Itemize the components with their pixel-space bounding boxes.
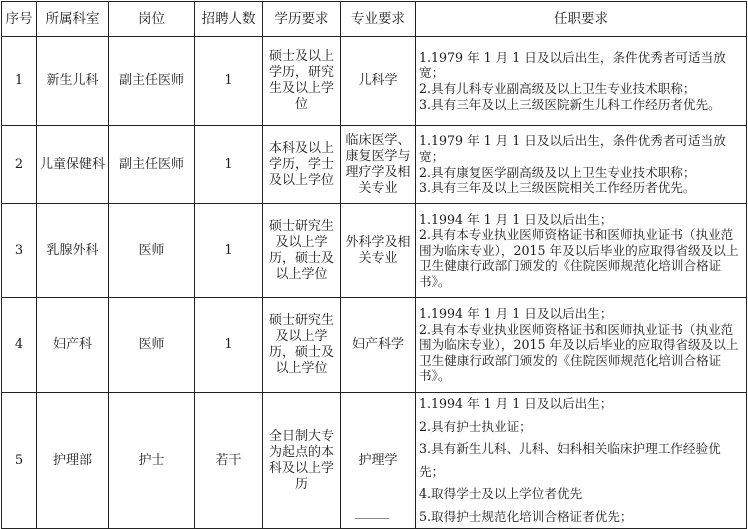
- cell-requirements: [416, 204, 747, 298]
- cell-count: 若干: [195, 393, 263, 529]
- cell-edu: 硕士研究生及以上学历，硕士及以上学位: [263, 204, 341, 298]
- requirement-line: 2.具有本专业执业医师资格证书和医师执业证书（执业范围为临床专业），2015 年及以后毕业的应取得省级及以上卫生健康行政部门颁发的《住院医师规范化培训合格证书》。: [419, 227, 739, 289]
- cell-dept: 妇产科: [37, 298, 109, 393]
- cell-no: 4: [2, 298, 37, 393]
- requirement-line: 3.具有三年及以上三级医院相关工作经历者优先。: [419, 180, 696, 196]
- cell-edu: 全日制大专为起点的本科及以上学历: [263, 393, 341, 529]
- cell-post: 医师: [109, 204, 195, 298]
- header-no: 序号: [2, 2, 37, 37]
- requirement-line: 5.取得护士规范化培训合格证者优先；: [419, 508, 633, 524]
- page-edge-mark: [355, 518, 389, 520]
- cell-edu: 硕士及以上学历，研究生及以上学位: [263, 37, 341, 126]
- requirement-line: 1.1994 年 1 月 1 日及以后出生；: [419, 396, 613, 411]
- cell-major: 临床医学、康复医学与理疗学及相关专业: [341, 126, 416, 204]
- recruitment-table: [1, 1, 747, 529]
- requirement-line: 2.具有康复医学副高级及以上卫生专业技术职称；: [419, 164, 696, 180]
- requirement-line: 2.具有儿科专业副高级及以上卫生专业技术职称；: [419, 81, 696, 96]
- table-row: [2, 298, 747, 393]
- cell-count: 1: [195, 298, 263, 393]
- cell-requirements: [416, 393, 747, 529]
- requirement-line: 1.1979 年 1 月 1 日及以后出生，条件优秀者可适当放宽；: [419, 133, 726, 164]
- cell-no: 3: [2, 204, 37, 298]
- cell-requirements: [416, 298, 747, 393]
- cell-post: 护士: [109, 393, 195, 529]
- cell-edu: 硕士研究生及以上学历，硕士及以上学位: [263, 298, 341, 393]
- cell-dept: 护理部: [37, 393, 109, 529]
- cell-dept: 新生儿科: [37, 37, 109, 126]
- requirement-line: 1.1979 年 1 月 1 日及以后出生，条件优秀者可适当放宽；: [419, 49, 726, 81]
- header-dept: 所属科室: [37, 2, 109, 37]
- cell-requirements: [416, 37, 747, 126]
- cell-no: 1: [2, 37, 37, 126]
- header-requirements: 任职要求: [416, 2, 747, 37]
- header-post: 岗位: [109, 2, 195, 37]
- header-count: 招聘人数: [195, 2, 263, 37]
- cell-no: 5: [2, 393, 37, 529]
- cell-post: 副主任医师: [109, 126, 195, 204]
- cell-dept: 乳腺外科: [37, 204, 109, 298]
- cell-major: 护理学: [341, 393, 416, 529]
- cell-post: 副主任医师: [109, 37, 195, 126]
- header-row: [2, 2, 747, 37]
- table-row: [2, 126, 747, 204]
- cell-requirements: [416, 126, 747, 204]
- requirement-line: 2.具有护士执业证；: [419, 418, 532, 434]
- cell-count: 1: [195, 37, 263, 126]
- requirement-line: 3.具有新生儿科、儿科、妇科相关临床护理工作经验优先；: [419, 441, 721, 479]
- requirement-line: 3.具有三年及以上三级医院新生儿科工作经历者优先。: [419, 96, 721, 112]
- requirement-line: 2.具有本专业执业医师资格证书和医师执业证书（执业范围为临床专业），2015 年及以后毕业的应取得省级及以上卫生健康行政部门颁发的《住院医师规范化培训合格证书》。: [419, 321, 739, 384]
- cell-major: 儿科学: [341, 37, 416, 126]
- table-row: [2, 393, 747, 529]
- cell-post: 医师: [109, 298, 195, 393]
- requirement-line: 4.取得学士及以上学位者优先: [419, 486, 583, 501]
- table-row: [2, 37, 747, 126]
- cell-count: 1: [195, 126, 263, 204]
- cell-edu: 本科及以上学历，学士及以上学位: [263, 126, 341, 204]
- requirement-line: 1.1994 年 1 月 1 日及以后出生；: [419, 306, 613, 322]
- requirement-line: 1.1994 年 1 月 1 日及以后出生；: [419, 211, 613, 227]
- cell-count: 1: [195, 204, 263, 298]
- cell-major: 妇产科学: [341, 298, 416, 393]
- cell-no: 2: [2, 126, 37, 204]
- cell-dept: 儿童保健科: [37, 126, 109, 204]
- header-edu: 学历要求: [263, 2, 341, 37]
- cell-major: 外科学及相关专业: [341, 204, 416, 298]
- header-major: 专业要求: [341, 2, 416, 37]
- table-row: [2, 204, 747, 298]
